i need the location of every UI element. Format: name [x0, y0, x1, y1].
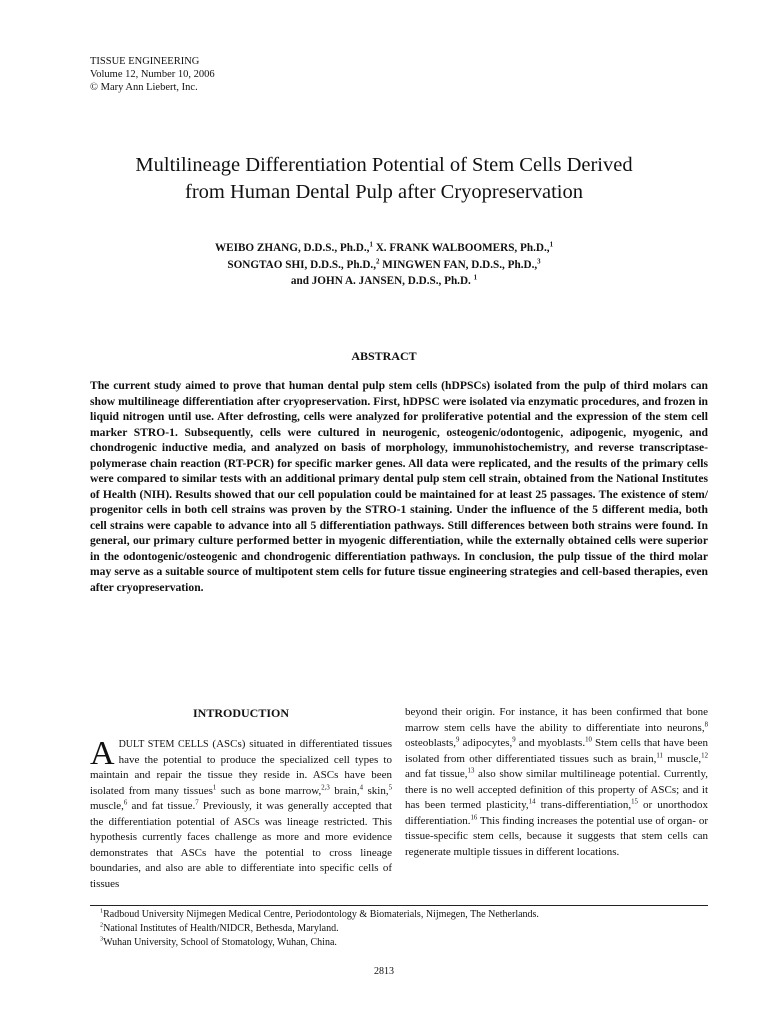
reference-mark: 1: [212, 783, 217, 791]
body-text: and fat tissue,: [405, 768, 468, 780]
reference-mark: 2,3: [321, 783, 330, 791]
author-jansen: and JOHN A. JANSEN, D.D.S., Ph.D.: [290, 275, 471, 287]
affiliation-mark: 1: [369, 240, 373, 249]
footnote-text: Radboud University Nijmegen Medical Centre, Periodontology & Biomaterials, Nijmegen, The Netherlands.: [103, 909, 539, 920]
footnote-text: National Institutes of Health/NIDCR, Bethesda, Maryland.: [103, 923, 339, 934]
reference-mark: 7: [195, 799, 199, 807]
reference-mark: 11: [656, 751, 663, 759]
footnote-1: [100, 908, 539, 922]
reference-mark: 8: [704, 720, 708, 728]
author-line-2: [60, 257, 708, 274]
body-text: adipocytes,: [459, 737, 513, 749]
author-line-3: [60, 273, 708, 290]
journal-info: [90, 55, 215, 94]
footnote-mark: 3: [100, 935, 104, 943]
footnote-2: [100, 922, 539, 936]
affiliation-footnotes: [100, 908, 539, 950]
body-text: Previously, it was generally accepted that the differentiation potential of ASCs was lineage restricted. This hypothesis currently faces challenge as more and more evidence demonstrates that ASCs have the potential to cross lineage boundaries, and also are able to differentiate into specific cells of tissues: [90, 800, 392, 890]
body-text: also show similar multilineage potential. Currently, there is no well accepted definition of this property of ASCs; and it has been termed plasticity,: [405, 768, 708, 811]
affiliation-mark: 1: [473, 273, 478, 282]
body-text: muscle,: [662, 752, 702, 765]
body-text: such as bone marrow,: [216, 784, 322, 797]
affiliation-mark: 3: [537, 256, 541, 265]
section-heading-introduction: INTRODUCTION: [192, 706, 289, 720]
reference-mark: 14: [528, 798, 536, 806]
body-text: and fat tissue.: [127, 800, 196, 812]
affiliation-mark: 1: [549, 240, 554, 249]
title-line-2: from Human Dental Pulp after Cryopreservation: [185, 181, 583, 203]
reference-mark: 16: [470, 813, 478, 821]
author-zhang: WEIBO ZHANG, D.D.S., Ph.D.,: [214, 242, 370, 254]
drop-cap: A: [90, 735, 115, 772]
body-column-right: [405, 705, 708, 860]
reference-mark: 4: [359, 783, 364, 791]
body-text: and myoblasts.: [515, 737, 586, 749]
reference-mark: 9: [512, 736, 516, 744]
journal-copyright: © Mary Ann Liebert, Inc.: [90, 82, 198, 93]
body-text: trans-differentiation,: [535, 799, 632, 811]
reference-mark: 12: [701, 751, 708, 759]
body-text: beyond their origin. For instance, it has been confirmed that bone marrow stem cells have the ability to differentiate into neurons,: [405, 706, 708, 734]
article-title: [60, 152, 708, 206]
abstract-text: The current study aimed to prove that human dental pulp stem cells (hDPSCs) isolated from the pulp of third molars can show multilineage differentiation after cryopreservation. First, hDPSC were isolated via enzymatic procedures, and frozen in liquid nitrogen until use. After defrosting, cells were analyzed for proliferative potential and the expression of the stem cell marker STRO-1. Subsequently, cells were cultured in neurogenic, osteogenic/odontogenic, adipogenic, myogenic, and chondrogenic inductive media, and analyzed on basis of morphology, immunohistochemistry, and reverse transcriptase-polymerase chain reaction (RT-PCR) for specific marker genes. All data were replicated, and the results of the primary cells were compared to similar tests with an additional primary dental pulp stem cell strain, obtained from the National Institutes of Health (NIH). Results showed that our cell population could be maintained for at least 25 passages. The existence of stem/ progenitor cells in both cell strains was proven by the STRO-1 staining. Under the influence of the 5 different media, both cell strains were capable to advance into all 5 differentiation pathways. Still differences between both strains were found. In general, our primary culture performed better in myogenic differentiation, while the externally obtained cells were superior in the odontogenic/osteogenic and chondrogenic differentiation pathways. In conclusion, the pulp tissue of the third molar may serve as a suitable source of multipotent stem cells for future tissue engineering strategies and cell-based therapies, even after cryopreservation.: [90, 379, 708, 594]
body-text: or unorthodox differentiation.: [405, 799, 708, 827]
abstract-heading: ABSTRACT: [351, 349, 417, 363]
reference-mark: 5: [388, 783, 393, 791]
footnote-divider: [90, 905, 708, 906]
author-line-1: [60, 240, 708, 257]
intro-paragraph-1: [90, 737, 392, 892]
reference-mark: 15: [631, 798, 638, 806]
intro-paragraph-1-continued: [405, 705, 708, 860]
reference-mark: 10: [585, 736, 592, 744]
author-shi: SONGTAO SHI, D.D.S., Ph.D.,: [227, 258, 377, 271]
reference-mark: 9: [456, 736, 460, 744]
body-text: Stem cells that have been isolated from other differentiated tissues such as brain,: [405, 737, 708, 765]
body-column-left: [90, 705, 392, 892]
page-number: 2813: [374, 966, 394, 977]
body-text: skin,: [363, 784, 389, 797]
lead-in-smallcaps: DULT STEM CELLS: [118, 739, 209, 750]
journal-name: TISSUE ENGINEERING: [90, 56, 200, 67]
body-text: This finding increases the potential use of organ- or tissue-specific stem cells, because it suggests that stem cells can regenerate multiple tissues in different locations.: [405, 814, 708, 858]
title-line-1: Multilineage Differentiation Potential of Stem Cells Derived: [135, 154, 633, 176]
footnote-mark: 2: [100, 921, 104, 929]
footnote-mark: 1: [100, 907, 104, 915]
body-text: (ASCs) situated in differentiated tissues have the potential to produce the specialized cell types to maintain and repair the tissue they reside in. ASCs have been isolated from many tissues: [90, 738, 392, 797]
affiliation-mark: 2: [376, 256, 380, 265]
body-text: muscle,: [90, 800, 124, 812]
body-text: brain,: [329, 784, 360, 797]
reference-mark: 6: [123, 799, 128, 807]
author-walboomers: X. FRANK WALBOOMERS, Ph.D.,: [375, 242, 550, 254]
body-text: osteoblasts,: [405, 737, 457, 749]
author-list: [60, 240, 708, 290]
footnote-3: [100, 936, 539, 950]
author-fan: MINGWEN FAN, D.D.S., Ph.D.,: [382, 258, 538, 271]
journal-volume: Volume 12, Number 10, 2006: [90, 69, 215, 80]
footnote-text: Wuhan University, School of Stomatology, Wuhan, China.: [103, 937, 337, 948]
reference-mark: 13: [467, 767, 475, 775]
